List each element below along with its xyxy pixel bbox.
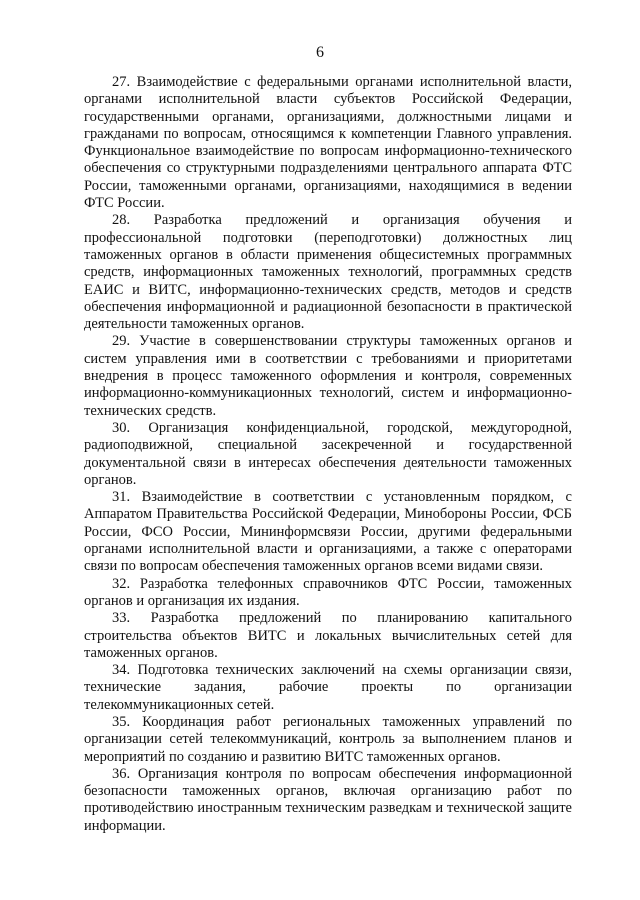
paragraph-29: 29. Участие в совершенствовании структуры таможенных органов и систем управления ими в соответствии с требованиями и приоритетами внедрения в процесс таможенного оформления и контроля, современных информационно-коммуникационных технологий, систем и информационно-технических средств.: [84, 333, 572, 419]
paragraph-36: 36. Организация контроля по вопросам обеспечения информационной безопасности таможенных органов, включая организацию работ по противодействию иностранным техническим разведкам и технической защите информации.: [84, 765, 572, 834]
paragraph-27: 27. Взаимодействие с федеральными органами исполнительной власти, органами исполнительной власти субъектов Российской Федерации, государственными органами, организациями, должностными лицами и гражданами по вопросам, относящимся к компетенции Главного управления. Функциональное взаимодействие по вопросам информационно-технического обеспечения со структурными подразделениями центрального аппарата ФТС России, таможенными органами, организациями, находящимися в ведении ФТС России.: [84, 74, 572, 212]
paragraph-30: 30. Организация конфиденциальной, городской, междугородной, радиоподвижной, специальной засекреченной и государственной документальной связи в интересах обеспечения деятельности таможенных органов.: [84, 419, 572, 488]
document-body: [84, 74, 572, 835]
paragraph-32: 32. Разработка телефонных справочников ФТС России, таможенных органов и организация их издания.: [84, 575, 572, 609]
page-number: 6: [316, 44, 324, 61]
paragraph-28: 28. Разработка предложений и организация обучения и профессиональной подготовки (переподготовки) должностных лиц таможенных органов в области применения общесистемных программных средств, информационных таможенных технологий, программных средств ЕАИС и ВИТС, информационно-технических средств, методов и средств обеспечения информационной и радиационной безопасности в практической деятельности таможенных органов.: [84, 212, 572, 333]
paragraph-33: 33. Разработка предложений по планированию капитального строительства объектов ВИТС и локальных вычислительных сетей для таможенных органов.: [84, 610, 572, 661]
paragraph-31: 31. Взаимодействие в соответствии с установленным порядком, с Аппаратом Правительства Российской Федерации, Минобороны России, ФСБ России, ФСО России, Мининформсвязи России, другими федеральными органами исполнительной власти и организациями, а также с операторами связи по вопросам обеспечения таможенных органов всеми видами связи.: [84, 489, 572, 575]
paragraph-34: 34. Подготовка технических заключений на схемы организации связи, технические задания, рабочие проекты по организации телекоммуникационных сетей.: [84, 662, 572, 713]
paragraph-35: 35. Координация работ региональных таможенных управлений по организации сетей телекоммуникаций, контроль за выполнением планов и мероприятий по созданию и развитию ВИТС таможенных органов.: [84, 713, 572, 765]
